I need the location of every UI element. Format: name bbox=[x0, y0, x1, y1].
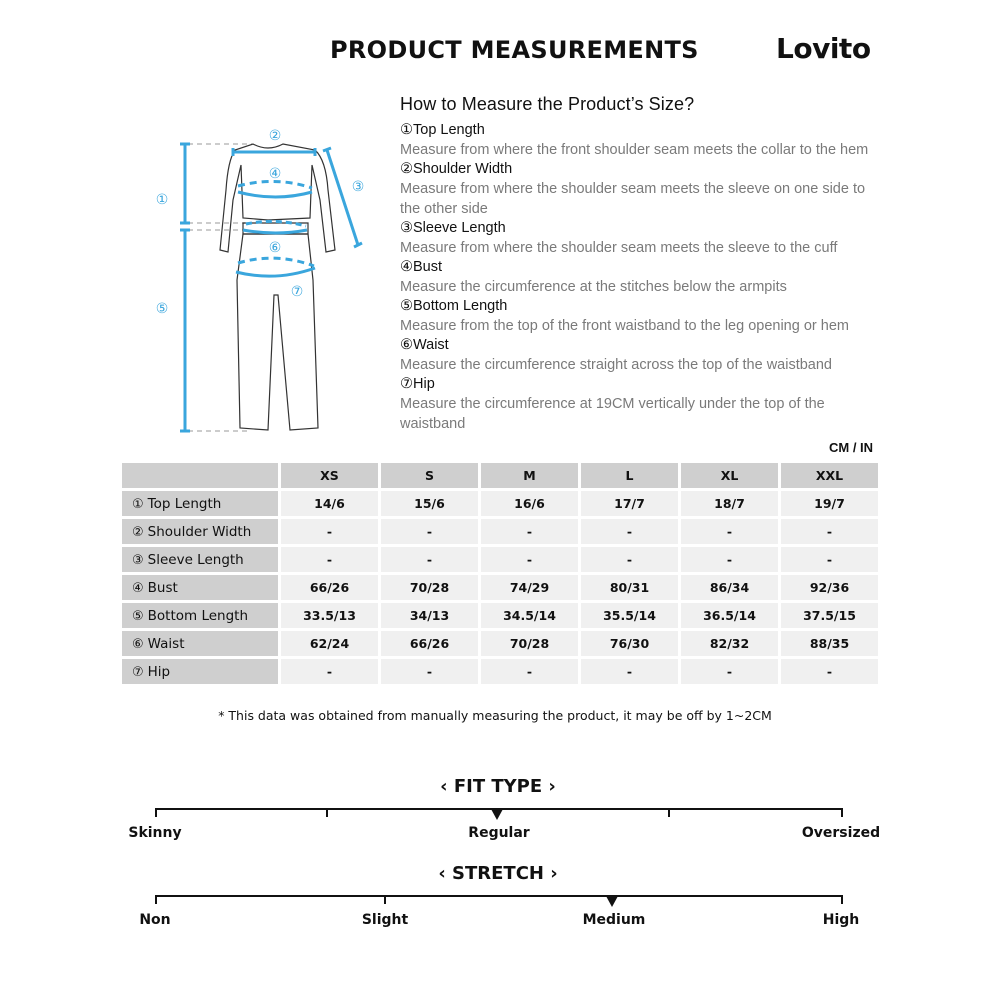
fit-type-marker-icon bbox=[491, 809, 503, 820]
table-cell: - bbox=[581, 659, 678, 684]
table-cell: - bbox=[281, 547, 378, 572]
table-cell: - bbox=[381, 519, 478, 544]
stretch-label-non: Non bbox=[139, 912, 171, 928]
svg-text:⑥: ⑥ bbox=[268, 240, 282, 256]
svg-text:②: ② bbox=[268, 128, 282, 144]
svg-text:③: ③ bbox=[351, 179, 365, 195]
instruction-title: ③Sleeve Length bbox=[400, 220, 506, 236]
instruction-hip bbox=[400, 375, 880, 434]
instruction-bust bbox=[400, 258, 880, 297]
table-cell: - bbox=[681, 547, 778, 572]
svg-text:⑦: ⑦ bbox=[290, 284, 304, 300]
table-cell: 15/6 bbox=[381, 491, 478, 516]
stretch-title: ‹ STRETCH › bbox=[438, 863, 558, 884]
table-cell: - bbox=[281, 519, 378, 544]
fit-label-regular: Regular bbox=[468, 825, 530, 841]
table-cell: 37.5/15 bbox=[781, 603, 878, 628]
instruction-desc: Measure from where the shoulder seam meets the sleeve to the cuff bbox=[400, 240, 838, 256]
stretch-marker-icon bbox=[606, 896, 618, 907]
table-cell: 36.5/14 bbox=[681, 603, 778, 628]
scale-tick bbox=[384, 895, 386, 904]
table-cell: - bbox=[381, 547, 478, 572]
instruction-title: ①Top Length bbox=[400, 122, 485, 138]
table-cell: 70/28 bbox=[481, 631, 578, 656]
table-row bbox=[122, 659, 878, 684]
table-cell: - bbox=[481, 659, 578, 684]
table-row bbox=[122, 491, 878, 516]
scale-tick bbox=[841, 895, 843, 904]
table-cell: 82/32 bbox=[681, 631, 778, 656]
row-label: ④ Bust bbox=[122, 575, 278, 600]
instruction-top-length bbox=[400, 121, 880, 160]
instruction-desc: Measure the circumference straight across the top of the waistband bbox=[400, 357, 832, 373]
svg-text:④: ④ bbox=[268, 166, 282, 182]
scale-tick bbox=[155, 895, 157, 904]
instruction-title: ⑤Bottom Length bbox=[400, 298, 508, 314]
table-cell: 80/31 bbox=[581, 575, 678, 600]
units-label: CM / IN bbox=[829, 440, 874, 455]
table-cell: 33.5/13 bbox=[281, 603, 378, 628]
instruction-desc: Measure from where the shoulder seam meets the sleeve on one side to the other side bbox=[400, 181, 866, 217]
instruction-title: ⑦Hip bbox=[400, 376, 435, 392]
table-cell: 19/7 bbox=[781, 491, 878, 516]
scale-tick bbox=[155, 808, 157, 817]
table-row bbox=[122, 519, 878, 544]
size-table bbox=[119, 460, 881, 687]
column-header: XS bbox=[281, 463, 378, 488]
table-header-row bbox=[122, 463, 878, 488]
measurement-note: * This data was obtained from manually measuring the product, it may be off by 1~2CM bbox=[218, 708, 772, 723]
row-label: ③ Sleeve Length bbox=[122, 547, 278, 572]
table-cell: 62/24 bbox=[281, 631, 378, 656]
page-title: PRODUCT MEASUREMENTS bbox=[330, 36, 699, 64]
column-header: M bbox=[481, 463, 578, 488]
table-cell: - bbox=[781, 547, 878, 572]
instruction-title: ②Shoulder Width bbox=[400, 161, 513, 177]
column-header: L bbox=[581, 463, 678, 488]
fit-type-title: ‹ FIT TYPE › bbox=[440, 776, 556, 797]
table-cell: 14/6 bbox=[281, 491, 378, 516]
instruction-sleeve-length bbox=[400, 219, 880, 258]
instruction-desc: Measure the circumference at the stitches below the armpits bbox=[400, 279, 787, 295]
table-corner bbox=[122, 463, 278, 488]
table-cell: - bbox=[481, 519, 578, 544]
table-cell: 34/13 bbox=[381, 603, 478, 628]
row-label: ⑦ Hip bbox=[122, 659, 278, 684]
row-label: ⑥ Waist bbox=[122, 631, 278, 656]
scale-tick bbox=[668, 808, 670, 817]
table-cell: - bbox=[681, 659, 778, 684]
instruction-bottom-length bbox=[400, 297, 880, 336]
instruction-desc: Measure the circumference at 19CM vertically under the top of the waistband bbox=[400, 396, 825, 432]
table-cell: 88/35 bbox=[781, 631, 878, 656]
svg-text:⑤: ⑤ bbox=[155, 301, 169, 317]
table-row bbox=[122, 547, 878, 572]
instructions-heading: How to Measure the Product’s Size? bbox=[400, 94, 695, 114]
table-cell: 74/29 bbox=[481, 575, 578, 600]
table-cell: 66/26 bbox=[381, 631, 478, 656]
stretch-label-high: High bbox=[822, 912, 860, 928]
table-cell: - bbox=[281, 659, 378, 684]
table-row bbox=[122, 631, 878, 656]
table-cell: 70/28 bbox=[381, 575, 478, 600]
garment-diagram bbox=[140, 120, 380, 440]
table-cell: - bbox=[581, 547, 678, 572]
table-row bbox=[122, 575, 878, 600]
row-label: ① Top Length bbox=[122, 491, 278, 516]
brand-logo: Lovito bbox=[776, 32, 871, 65]
scale-tick bbox=[841, 808, 843, 817]
row-label: ② Shoulder Width bbox=[122, 519, 278, 544]
table-cell: 34.5/14 bbox=[481, 603, 578, 628]
table-cell: - bbox=[781, 659, 878, 684]
measurement-instructions bbox=[400, 94, 880, 434]
table-cell: - bbox=[781, 519, 878, 544]
table-cell: - bbox=[581, 519, 678, 544]
instruction-waist bbox=[400, 336, 880, 375]
table-cell: - bbox=[481, 547, 578, 572]
table-cell: 76/30 bbox=[581, 631, 678, 656]
table-cell: 16/6 bbox=[481, 491, 578, 516]
table-cell: 18/7 bbox=[681, 491, 778, 516]
fit-label-oversized: Oversized bbox=[801, 825, 881, 841]
instruction-title: ④Bust bbox=[400, 259, 443, 275]
table-cell: - bbox=[381, 659, 478, 684]
instruction-desc: Measure from where the front shoulder seam meets the collar to the hem bbox=[400, 142, 869, 158]
instruction-desc: Measure from the top of the front waistband to the leg opening or hem bbox=[400, 318, 849, 334]
fit-label-skinny: Skinny bbox=[128, 825, 182, 841]
table-cell: 35.5/14 bbox=[581, 603, 678, 628]
row-label: ⑤ Bottom Length bbox=[122, 603, 278, 628]
instruction-title: ⑥Waist bbox=[400, 337, 449, 353]
table-cell: 92/36 bbox=[781, 575, 878, 600]
column-header: S bbox=[381, 463, 478, 488]
table-cell: - bbox=[681, 519, 778, 544]
table-cell: 86/34 bbox=[681, 575, 778, 600]
instruction-shoulder-width bbox=[400, 160, 880, 219]
scale-tick bbox=[326, 808, 328, 817]
column-header: XL bbox=[681, 463, 778, 488]
stretch-label-slight: Slight bbox=[361, 912, 409, 928]
table-cell: 17/7 bbox=[581, 491, 678, 516]
table-row bbox=[122, 603, 878, 628]
table-cell: 66/26 bbox=[281, 575, 378, 600]
column-header: XXL bbox=[781, 463, 878, 488]
stretch-label-medium: Medium bbox=[582, 912, 646, 928]
stretch-line bbox=[155, 895, 843, 897]
svg-text:①: ① bbox=[155, 192, 169, 208]
